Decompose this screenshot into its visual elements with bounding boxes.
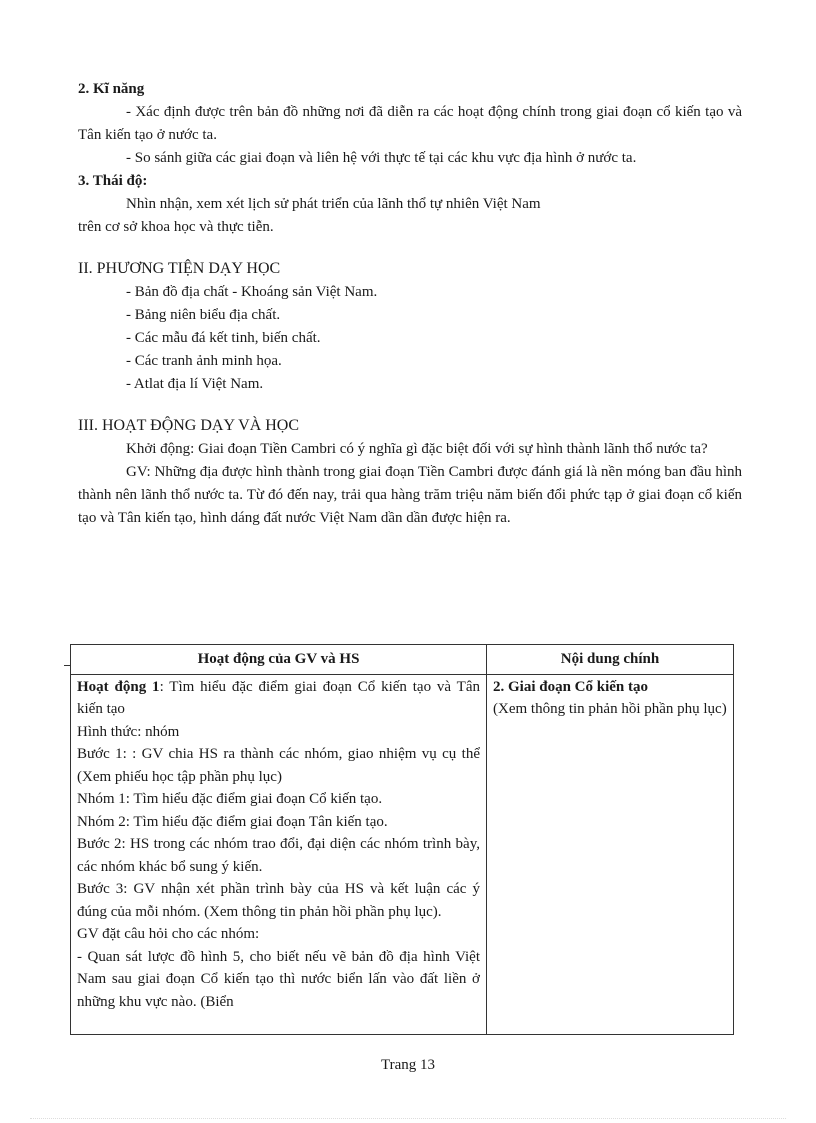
activity-line: Bước 1: : GV chia HS ra thành các nhóm, giao nhiệm vụ cụ thể (Xem phiếu học tập phần phụ lục) [77, 746, 480, 785]
list-item: - Bản đồ địa chất - Khoáng sản Việt Nam. [126, 284, 378, 300]
table-row [71, 674, 734, 1034]
skills-heading: 2. Kĩ năng [78, 81, 145, 97]
table-header-row [71, 645, 734, 675]
section-3-title: III. HOẠT ĐỘNG DẠY VÀ HỌC [78, 417, 300, 434]
list-item: - Các mẫu đá kết tinh, biến chất. [126, 330, 321, 346]
list-item: - Bảng niên biểu địa chất. [126, 307, 281, 323]
section-2-title: II. PHƯƠNG TIỆN DẠY HỌC [78, 260, 281, 277]
intro-paragraph: Khởi động: Giai đoạn Tiền Cambri có ý nghĩa gì đặc biệt đối với sự hình thành lãnh thổ nước ta? [126, 441, 708, 457]
header-content: Nội dung chính [487, 645, 734, 675]
list-item: - Các tranh ảnh minh họa. [126, 353, 282, 369]
lesson-table [70, 644, 734, 1035]
teacher-paragraph: GV: Những địa được hình thành trong giai đoạn Tiền Cambri được đánh giá là nền móng ban đầu hình thành nên lãnh thổ nước ta. Từ đó đến nay, trải qua hàng trăm triệu năm biến đổi phức tạp ở giai đoạn cổ kiến tạo và Tân kiến tạo, hình dáng đất nước Việt Nam dần dần được hiện ra. [78, 464, 742, 526]
activity-heading [77, 676, 480, 721]
activity-line: Nhóm 2: Tìm hiểu đặc điểm giai đoạn Tân kiến tạo. [77, 813, 388, 830]
activity-line: Nhóm 1: Tìm hiểu đặc điểm giai đoạn Cổ kiến tạo. [77, 791, 383, 807]
content-note: (Xem thông tin phản hồi phần phụ lục) [493, 701, 727, 717]
content-cell [487, 674, 734, 1034]
skills-item-2: - So sánh giữa các giai đoạn và liên hệ với thực tế tại các khu vực địa hình ở nước ta. [126, 150, 637, 166]
activity-line: GV đặt câu hỏi cho các nhóm: [77, 926, 260, 942]
activity-label: Hoạt động 1 [77, 678, 160, 695]
skills-item-1: - Xác định được trên bản đồ những nơi đã diễn ra các hoạt động chính trong giai đoạn cổ kiến tạo và Tân kiến tạo ở nước ta. [78, 104, 742, 143]
attitude-line-1: Nhìn nhận, xem xét lịch sử phát triển của lãnh thổ tự nhiên Việt Nam [126, 196, 541, 212]
activity-line: Hình thức: nhóm [77, 723, 180, 740]
content-title: 2. Giai đoạn Cổ kiến tạo [493, 678, 649, 695]
activity-line: - Quan sát lược đồ hình 5, cho biết nếu vẽ bản đồ địa hình Việt Nam sau giai đoạn Cổ kiến tạo thì nước biển lấn vào đất liền ở những khu vực nào. (Biển [77, 948, 480, 1010]
activity-title: : Tìm hiểu đặc điểm giai đoạn Cổ kiến tạo và Tân kiến tạo [77, 678, 480, 717]
page-number: Trang 13 [380, 1057, 436, 1073]
activity-line: Bước 2: HS trong các nhóm trao đổi, đại diện các nhóm trình bày, các nhóm khác bổ sung ý kiến. [77, 836, 480, 875]
attitude-line-2: trên cơ sở khoa học và thực tiễn. [78, 219, 274, 235]
page-bottom-rule [30, 1118, 786, 1119]
attitude-heading: 3. Thái độ: [78, 173, 148, 189]
activities-cell [71, 674, 487, 1034]
document-body [78, 78, 742, 530]
list-item: - Atlat địa lí Việt Nam. [126, 376, 264, 392]
materials-list [78, 281, 742, 396]
activity-line: Bước 3: GV nhận xét phần trình bày của HS và kết luận các ý đúng của mỗi nhóm. (Xem thông tin phản hồi phần phụ lục). [77, 881, 480, 920]
header-activities: Hoạt động của GV và HS [71, 645, 487, 675]
